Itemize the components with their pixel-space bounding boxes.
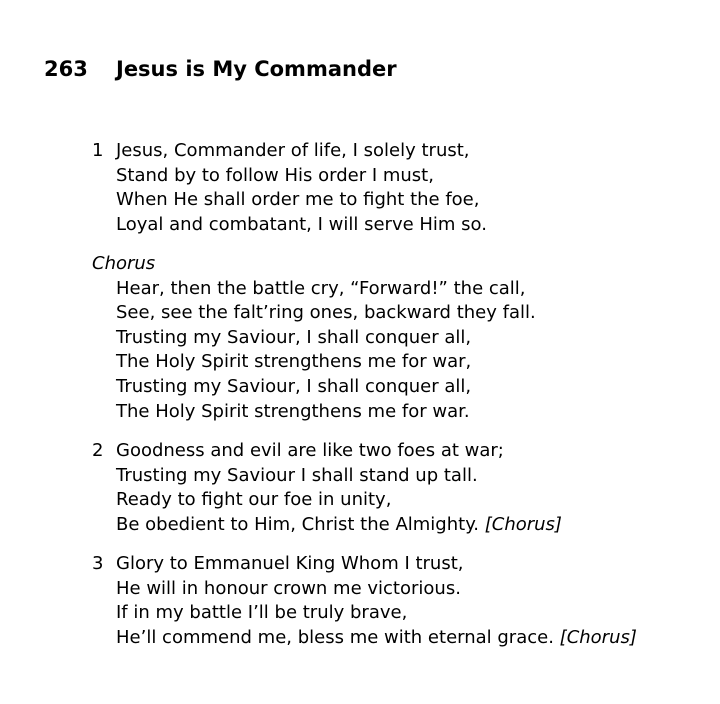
chorus-label: Chorus — [92, 253, 156, 274]
verse-2 — [92, 439, 562, 537]
verse-lines — [116, 439, 562, 537]
chorus-line: The Holy Spirit strengthens me for war, — [116, 351, 472, 373]
chorus-line: Trusting my Saviour, I shall conquer all, — [116, 326, 472, 348]
verse-line: Trusting my Saviour I shall stand up tall. — [116, 464, 478, 486]
verse-line: He will in honour crown me victorious. — [116, 577, 461, 599]
chorus-line: Hear, then the battle cry, “Forward!” the call, — [116, 277, 526, 299]
verse-number: 3 — [92, 553, 104, 574]
verse-number: 1 — [92, 140, 104, 161]
verse-line: When He shall order me to fight the foe, — [116, 189, 480, 211]
verse-number: 2 — [92, 440, 104, 461]
verse-line-text: Be obedient to Him, Christ the Almighty. — [116, 513, 479, 535]
chorus-line: The Holy Spirit strengthens me for war. — [116, 400, 470, 422]
chorus-reference: [Chorus] — [484, 513, 562, 535]
verse-line-text: He’ll commend me, bless me with eternal grace. — [116, 626, 554, 648]
chorus-reference: [Chorus] — [559, 626, 637, 648]
verse-line: Goodness and evil are like two foes at war; — [116, 440, 504, 461]
chorus-line: See, see the falt’ring ones, backward they fall. — [116, 302, 536, 324]
verse-line: Glory to Emmanuel King Whom I trust, — [116, 553, 464, 574]
verse-line-with-chorus-ref — [116, 626, 637, 651]
verse-line: Loyal and combatant, I will serve Him so. — [116, 213, 487, 235]
verse-line: Jesus, Commander of life, I solely trust, — [116, 140, 470, 161]
hymn-title — [44, 56, 397, 82]
verse-line: Stand by to follow His order I must, — [116, 164, 434, 186]
chorus — [92, 252, 536, 424]
verse-line: If in my battle I’ll be truly brave, — [116, 602, 408, 624]
hymn-number: 263 — [44, 57, 88, 81]
verse-lines — [116, 139, 487, 237]
verse-3 — [92, 552, 637, 650]
verse-1 — [92, 139, 487, 237]
verse-line: Ready to fight our foe in unity, — [116, 489, 392, 511]
verse-line-with-chorus-ref — [116, 513, 562, 538]
verse-lines — [116, 552, 637, 650]
hymn-title-text: Jesus is My Commander — [116, 57, 397, 81]
chorus-lines — [116, 277, 536, 425]
chorus-line: Trusting my Saviour, I shall conquer all, — [116, 375, 472, 397]
